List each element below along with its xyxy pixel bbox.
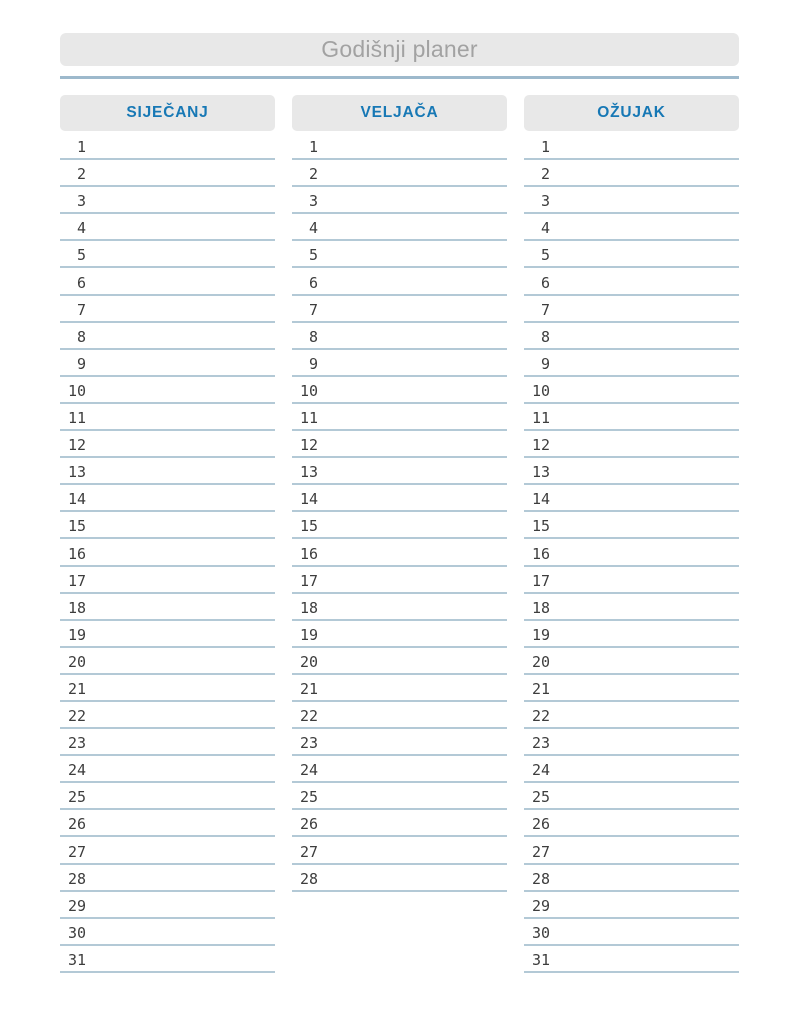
day-number: 4 [308,219,318,238]
month-header-veljaca [292,95,507,131]
day-row [292,810,507,837]
day-row [292,512,507,539]
day-number: 8 [76,327,86,346]
day-rows [524,133,739,973]
day-number: 27 [67,842,86,861]
day-row [292,485,507,512]
planner-title-bar [60,33,739,66]
day-row [60,160,275,187]
day-number: 30 [531,923,550,942]
day-row [292,404,507,431]
day-number: 1 [76,138,86,157]
day-row [292,675,507,702]
day-row [60,567,275,594]
day-row [292,377,507,404]
day-number: 13 [299,463,318,482]
day-number: 4 [76,219,86,238]
day-number: 11 [67,409,86,428]
day-row [60,648,275,675]
day-row [292,133,507,160]
title-divider [60,76,739,79]
day-number: 8 [308,327,318,346]
day-row [524,350,739,377]
day-row [524,919,739,946]
day-number: 5 [308,246,318,265]
day-row [60,756,275,783]
day-row [60,512,275,539]
day-number: 5 [540,246,550,265]
day-row [524,268,739,295]
day-number: 23 [531,734,550,753]
day-row [292,350,507,377]
day-number: 20 [299,652,318,671]
month-label: VELJAČA [360,104,439,121]
day-number: 22 [299,707,318,726]
day-number: 10 [299,381,318,400]
day-row [292,241,507,268]
day-row [292,756,507,783]
day-number: 21 [531,679,550,698]
day-row [524,160,739,187]
day-row [60,702,275,729]
day-row [524,485,739,512]
day-rows [60,133,275,973]
day-row [60,323,275,350]
day-row [292,160,507,187]
day-row [292,431,507,458]
day-row [60,241,275,268]
day-row [60,214,275,241]
day-row [292,567,507,594]
day-row [292,187,507,214]
day-number: 13 [531,463,550,482]
month-columns [60,95,739,973]
day-row [524,296,739,323]
day-number: 27 [531,842,550,861]
day-row [524,837,739,864]
day-row [60,946,275,973]
day-number: 2 [76,165,86,184]
day-number: 12 [299,436,318,455]
day-number: 24 [67,761,86,780]
day-number: 23 [67,734,86,753]
day-number: 7 [76,300,86,319]
day-number: 27 [299,842,318,861]
day-number: 11 [299,409,318,428]
day-row [524,133,739,160]
day-number: 19 [299,625,318,644]
day-number: 9 [540,354,550,373]
day-number: 31 [531,950,550,969]
day-number: 9 [308,354,318,373]
day-number: 25 [67,788,86,807]
day-number: 15 [299,517,318,536]
day-number: 15 [531,517,550,536]
day-number: 20 [531,652,550,671]
day-row [292,539,507,566]
day-number: 12 [531,436,550,455]
day-number: 29 [67,896,86,915]
day-row [60,783,275,810]
month-column-veljaca [292,95,507,892]
day-number: 17 [67,571,86,590]
day-row [292,214,507,241]
day-row [60,837,275,864]
day-number: 2 [308,165,318,184]
day-row [524,756,739,783]
day-row [292,458,507,485]
day-number: 23 [299,734,318,753]
day-row [60,187,275,214]
day-row [524,323,739,350]
day-number: 16 [531,544,550,563]
day-row [524,567,739,594]
day-number: 9 [76,354,86,373]
day-number: 22 [531,707,550,726]
day-row [292,702,507,729]
day-row [292,268,507,295]
day-row [292,323,507,350]
day-number: 24 [531,761,550,780]
day-row [524,594,739,621]
day-number: 16 [299,544,318,563]
day-number: 26 [299,815,318,834]
day-row [60,485,275,512]
day-number: 8 [540,327,550,346]
day-number: 19 [67,625,86,644]
day-row [60,296,275,323]
day-number: 11 [531,409,550,428]
month-header-sijecanj [60,95,275,131]
day-number: 14 [67,490,86,509]
month-column-ozujak [524,95,739,973]
day-number: 2 [540,165,550,184]
day-row [292,296,507,323]
day-number: 17 [299,571,318,590]
day-row [60,431,275,458]
day-number: 4 [540,219,550,238]
day-row [292,837,507,864]
day-number: 13 [67,463,86,482]
day-row [292,648,507,675]
day-row [60,539,275,566]
day-number: 18 [67,598,86,617]
day-row [524,377,739,404]
day-number: 7 [540,300,550,319]
planner-page [60,0,739,973]
month-header-ozujak [524,95,739,131]
day-row [292,621,507,648]
month-label: OŽUJAK [597,104,666,121]
day-row [60,458,275,485]
day-number: 7 [308,300,318,319]
day-number: 21 [67,679,86,698]
day-row [524,648,739,675]
day-number: 30 [67,923,86,942]
day-row [292,865,507,892]
day-row [292,594,507,621]
day-row [524,675,739,702]
day-number: 26 [531,815,550,834]
day-row [524,214,739,241]
day-row [524,892,739,919]
day-number: 17 [531,571,550,590]
day-row [292,783,507,810]
month-label: SIJEČANJ [126,104,209,121]
day-number: 15 [67,517,86,536]
day-number: 3 [76,192,86,211]
day-row [60,810,275,837]
day-row [524,946,739,973]
day-row [524,431,739,458]
day-number: 20 [67,652,86,671]
day-row [292,729,507,756]
day-row [60,268,275,295]
day-number: 22 [67,707,86,726]
day-row [524,458,739,485]
day-number: 14 [299,490,318,509]
day-number: 6 [76,273,86,292]
day-row [524,702,739,729]
day-row [524,865,739,892]
day-row [60,675,275,702]
day-number: 1 [540,138,550,157]
day-number: 10 [67,381,86,400]
day-number: 3 [540,192,550,211]
day-number: 25 [299,788,318,807]
day-number: 24 [299,761,318,780]
day-row [524,621,739,648]
day-row [524,783,739,810]
day-row [60,865,275,892]
day-row [60,729,275,756]
day-row [524,404,739,431]
day-row [524,729,739,756]
day-row [524,810,739,837]
day-number: 18 [299,598,318,617]
day-number: 5 [76,246,86,265]
day-row [60,377,275,404]
day-rows [292,133,507,892]
day-row [60,404,275,431]
day-row [524,241,739,268]
day-number: 12 [67,436,86,455]
day-row [60,594,275,621]
day-number: 28 [531,869,550,888]
day-number: 6 [540,273,550,292]
day-number: 18 [531,598,550,617]
month-column-sijecanj [60,95,275,973]
day-row [60,350,275,377]
day-number: 3 [308,192,318,211]
day-row [60,892,275,919]
day-number: 10 [531,381,550,400]
day-number: 16 [67,544,86,563]
day-number: 29 [531,896,550,915]
day-row [60,919,275,946]
day-row [524,512,739,539]
day-number: 28 [67,869,86,888]
day-number: 6 [308,273,318,292]
day-row [524,539,739,566]
day-number: 21 [299,679,318,698]
day-row [524,187,739,214]
day-row [60,621,275,648]
day-number: 28 [299,869,318,888]
day-number: 14 [531,490,550,509]
day-number: 19 [531,625,550,644]
day-number: 1 [308,138,318,157]
day-number: 26 [67,815,86,834]
planner-title: Godišnji planer [321,36,478,62]
day-number: 25 [531,788,550,807]
day-number: 31 [67,950,86,969]
day-row [60,133,275,160]
